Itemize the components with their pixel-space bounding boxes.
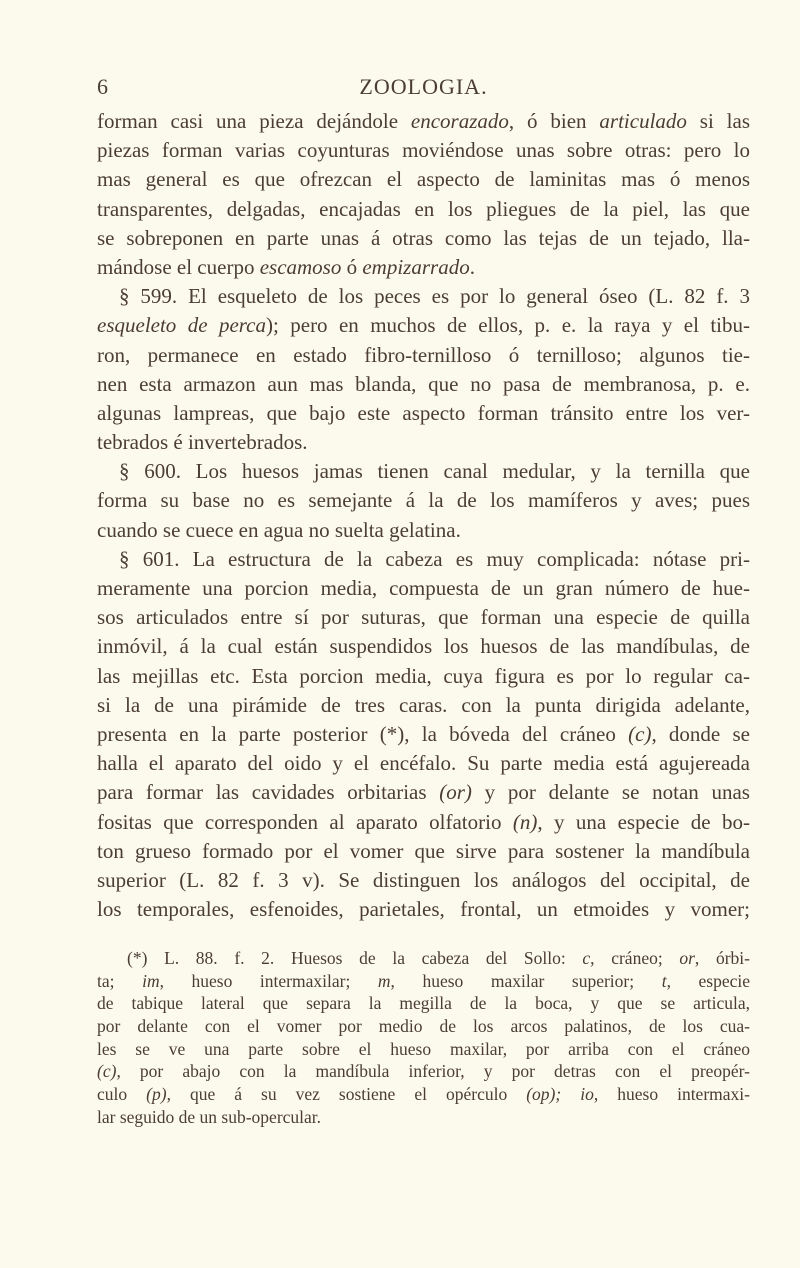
italic-text: m bbox=[377, 970, 391, 991]
text-run: ron, permanece en estado fibro-ternilloso ó ternilloso; algunos tie- bbox=[97, 342, 750, 367]
body-line bbox=[97, 399, 750, 428]
text-run: , hueso maxilar superior; bbox=[390, 970, 662, 991]
text-run: . bbox=[469, 254, 475, 279]
footnote-line bbox=[97, 1015, 750, 1038]
text-run: meramente una porcion media, compuesta de un gran número de hue- bbox=[97, 576, 750, 600]
text-run: ta; bbox=[97, 970, 143, 991]
text-run: fositas que corresponden al aparato olfatorio bbox=[97, 809, 513, 834]
body-line bbox=[97, 778, 750, 807]
body-line bbox=[97, 895, 750, 924]
text-run: , cráneo; bbox=[590, 948, 680, 968]
text-run: algunas lampreas, que bajo este aspecto forman tránsito entre los ver- bbox=[97, 400, 750, 425]
body-line bbox=[97, 749, 750, 778]
italic-text: (n) bbox=[512, 809, 538, 834]
body-line bbox=[97, 545, 750, 574]
text-run: tebrados é invertebrados. bbox=[97, 430, 308, 455]
text-run: ó bbox=[341, 254, 363, 279]
body-line bbox=[97, 691, 750, 720]
text-run: presenta en la parte posterior (*), la bóveda del cráneo bbox=[97, 721, 629, 746]
text-run: , que á su vez sostiene el opérculo bbox=[166, 1084, 527, 1105]
body-line bbox=[97, 165, 750, 194]
text-run: sos articulados entre sí por suturas, que forman una especie de quilla bbox=[97, 605, 750, 630]
text-run: , donde se bbox=[651, 721, 750, 746]
page-number: 6 bbox=[97, 74, 108, 99]
italic-text: or bbox=[679, 948, 695, 968]
footnote-line bbox=[97, 970, 750, 993]
italic-text: (c) bbox=[628, 721, 652, 746]
body-line bbox=[97, 341, 750, 370]
footnote bbox=[97, 947, 750, 1129]
text-run: mas general es que ofrezcan el aspecto de laminitas mas ó menos bbox=[97, 167, 750, 192]
body-line bbox=[97, 808, 750, 837]
text-run: si las bbox=[686, 109, 750, 133]
italic-text: im bbox=[142, 970, 160, 991]
footnote-line bbox=[97, 1083, 750, 1106]
italic-text: (or) bbox=[439, 780, 472, 805]
text-run: les se ve una parte sobre el hueso maxilar, por arriba con el cráneo bbox=[97, 1038, 750, 1059]
text-run: y por delante se notan unas bbox=[471, 780, 750, 805]
text-run: mándose el cuerpo bbox=[97, 254, 260, 279]
footnote-line bbox=[97, 1106, 750, 1129]
body-line bbox=[97, 195, 750, 224]
body-line bbox=[97, 632, 750, 661]
running-title: ZOOLOGIA. bbox=[359, 74, 488, 99]
body-line bbox=[97, 866, 750, 895]
italic-text: (op); io bbox=[526, 1084, 594, 1105]
italic-text: escamoso bbox=[259, 254, 342, 279]
text-run: inmóvil, á la cual están suspendidos los huesos de las mandíbulas, de bbox=[97, 634, 750, 659]
body-text bbox=[97, 107, 750, 924]
body-line bbox=[97, 282, 750, 311]
text-run: , especie bbox=[666, 970, 751, 991]
body-line bbox=[97, 253, 750, 282]
footnote-line bbox=[97, 992, 750, 1015]
footnote-line bbox=[97, 1038, 750, 1061]
italic-text: (c) bbox=[97, 1061, 117, 1082]
text-run: , hueso intermaxilar; bbox=[159, 970, 378, 991]
text-run: lar seguido de un sub-opercular. bbox=[97, 1106, 322, 1127]
text-run: piezas forman varias coyunturas moviéndose unas sobre otras: pero lo bbox=[97, 138, 750, 163]
text-run: se sobreponen en parte unas á otras como las tejas de un tejado, lla- bbox=[97, 225, 750, 250]
text-run: , hueso intermaxi- bbox=[593, 1084, 750, 1105]
text-run: , ó bien bbox=[508, 109, 600, 133]
body-line bbox=[97, 428, 750, 457]
text-run: , por abajo con la mandíbula inferior, y por detras con el preopér- bbox=[116, 1061, 750, 1082]
text-run: las mejillas etc. Esta porcion media, cuya figura es por lo regular ca- bbox=[97, 663, 750, 688]
italic-text: articulado bbox=[599, 109, 687, 133]
body-line bbox=[97, 136, 750, 165]
running-header bbox=[97, 74, 750, 102]
body-line bbox=[97, 516, 750, 545]
text-run: cuando se cuece en agua no suelta gelatina. bbox=[97, 517, 461, 542]
text-run: forma su base no es semejante á la de los mamíferos y aves; pues bbox=[97, 488, 750, 513]
text-run: culo bbox=[97, 1084, 147, 1105]
italic-text: encorazado bbox=[410, 109, 509, 133]
text-run: transparentes, delgadas, encajadas en los pliegues de la piel, las que bbox=[97, 196, 750, 221]
text-run: para formar las cavidades orbitarias bbox=[97, 780, 440, 805]
text-run: ); pero en muchos de ellos, p. e. la raya y el tibu- bbox=[266, 313, 750, 338]
text-run: (*) L. 88. f. 2. Huesos de la cabeza del Sollo: bbox=[127, 948, 583, 968]
text-run: § 599. El esqueleto de los peces es por lo general óseo (L. 82 f. 3 bbox=[119, 284, 750, 309]
body-line bbox=[97, 662, 750, 691]
text-run: § 601. La estructura de la cabeza es muy complicada: nótase pri- bbox=[119, 546, 750, 571]
text-run: , órbi- bbox=[694, 948, 750, 968]
body-line bbox=[97, 457, 750, 486]
body-line bbox=[97, 107, 750, 136]
text-run: , y una especie de bo- bbox=[537, 809, 750, 834]
body-line bbox=[97, 486, 750, 515]
text-run: de tabique lateral que separa la megilla de la boca, y que se articula, bbox=[97, 993, 750, 1014]
footnote-line bbox=[97, 947, 750, 970]
body-line bbox=[97, 574, 750, 603]
body-line bbox=[97, 837, 750, 866]
italic-text: empizarrado bbox=[362, 254, 470, 279]
body-line bbox=[97, 370, 750, 399]
text-run: forman casi una pieza dejándole bbox=[97, 109, 411, 133]
body-line bbox=[97, 311, 750, 340]
text-run: superior (L. 82 f. 3 v). Se distinguen los análogos del occipital, de bbox=[97, 867, 750, 892]
italic-text: c bbox=[582, 948, 591, 968]
text-run: por delante con el vomer por medio de los arcos palatinos, de los cua- bbox=[97, 1016, 750, 1037]
text-run: § 600. Los huesos jamas tienen canal medular, y la ternilla que bbox=[119, 459, 750, 484]
body-line bbox=[97, 224, 750, 253]
footnote-line bbox=[97, 1060, 750, 1083]
italic-text: esqueleto de perca bbox=[97, 313, 266, 338]
text-run: si la de una pirámide de tres caras. con la punta dirigida adelante, bbox=[97, 692, 750, 717]
text-run: los temporales, esfenoides, parietales, frontal, un etmoides y vomer; bbox=[97, 897, 750, 922]
text-run: nen esta armazon aun mas blanda, que no pasa de membranosa, p. e. bbox=[97, 371, 750, 396]
italic-text: (p) bbox=[146, 1084, 167, 1105]
body-line bbox=[97, 720, 750, 749]
italic-text: t bbox=[661, 970, 667, 991]
text-run: ton grueso formado por el vomer que sirve para sostener la mandíbula bbox=[97, 838, 750, 863]
text-run: halla el aparato del oido y el encéfalo. Su parte media está agujereada bbox=[97, 751, 750, 776]
body-line bbox=[97, 603, 750, 632]
